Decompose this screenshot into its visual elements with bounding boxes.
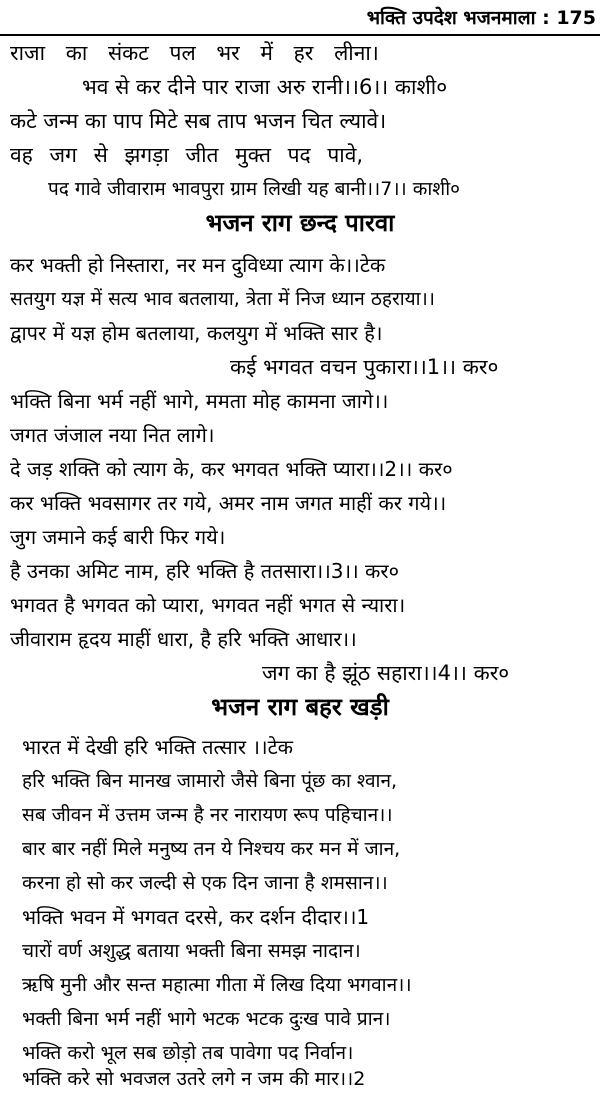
verse-line: द्वापर में यज्ञ होम बतलाया, कलयुग में भक्ति सार है। — [10, 321, 383, 345]
verse-line: कई भगवत वचन पुकारा।।1।। कर० — [230, 355, 499, 379]
verse-line: कटे जन्म का पाप मिटे सब ताप भजन चित ल्यावे। — [10, 109, 387, 133]
verse-line: सब जीवन में उत्तम जन्म है नर नारायण रूप पहिचान।। — [22, 804, 393, 826]
verse-line: है उनका अमिट नाम, हरि भक्ति है ततसारा।।3।। कर० — [10, 559, 399, 583]
section-heading: भजन राग बहर खड़ी — [211, 693, 389, 721]
verse-line: कर भक्ति भवसागर तर गये, अमर नाम जगत माहीं कर गये।। — [10, 491, 447, 515]
verse-line: भगवत है भगवत को प्यारा, भगवत नहीं भगत से न्यारा। — [10, 593, 406, 617]
verse-line: भव से कर दीने पार राजा अरु रानी।।6।। काशी० — [82, 75, 448, 99]
header-rule — [0, 34, 600, 36]
verse-line: पद गावे जीवाराम भावपुरा ग्राम लिखी यह बानी।।7।। काशी० — [48, 178, 461, 200]
verse-line: भक्ति करे सो भवजल उतरे लगे न जम की मार।।2 — [22, 1068, 366, 1090]
section-heading: भजन राग छन्द पारवा — [205, 209, 395, 237]
verse-line: दे जड़ शक्ति को त्याग के, कर भगवत भक्ति प्यारा।।2।। कर० — [10, 457, 453, 481]
verse-line: भक्ती बिना भर्म नहीं भागे भटक भटक दुःख पावे प्रान। — [22, 1008, 391, 1030]
verse-line: भारत में देखी हरि भक्ति तत्सार ।।टेक — [22, 735, 294, 759]
verse-line: जग का है झूंठ सहारा।।4।। कर० — [262, 661, 510, 685]
verse-line: चारों वर्ण अशुद्ध बताया भक्ती बिना समझ नादान। — [22, 940, 361, 962]
verse-line: भक्ति भवन में भगवत दरसे, कर दर्शन दीदार।।1 — [22, 905, 370, 929]
verse-line: जुग जमाने कई बारी फिर गये। — [10, 525, 226, 549]
verse-line: जीवाराम हृदय माहीं धारा, है हरि भक्ति आधार।। — [10, 627, 357, 651]
verse-line: ऋषि मुनी और सन्त महात्मा गीता में लिख दिया भगवान।। — [22, 974, 412, 996]
verse-line: वह जग से झगड़ा जीत मुक्त पद पावे, — [10, 143, 364, 167]
verse-line: भक्ति बिना भर्म नहीं भागे, ममता मोह कामना जागे।। — [10, 389, 389, 413]
verse-line: जगत जंजाल नया नित लागे। — [10, 423, 215, 447]
verse-line: सतयुग यज्ञ में सत्य भाव बतलाया, त्रेता में निज ध्यान ठहराया।। — [10, 288, 435, 310]
verse-line: भक्ति करो भूल सब छोड़ो तब पावेगा पद निर्वान। — [22, 1042, 354, 1064]
verse-line: बार बार नहीं मिले मनुष्य तन ये निश्चय कर मन में जान, — [22, 838, 401, 860]
verse-line: कर भक्ती हो निस्तारा, नर मन दुविध्या त्याग के।।टेक — [10, 253, 386, 277]
verse-line: करना हो सो कर जल्दी से एक दिन जाना है शमसान।। — [22, 872, 388, 894]
verse-line: राजा का संकट पल भर में हर लीना। — [10, 41, 379, 65]
running-header: भक्ति उपदेश भजनमाला : 175 — [366, 7, 596, 29]
verse-line: हरि भक्ति बिन मानख जामारो जैसे बिना पूंछ का श्वान, — [22, 770, 398, 792]
